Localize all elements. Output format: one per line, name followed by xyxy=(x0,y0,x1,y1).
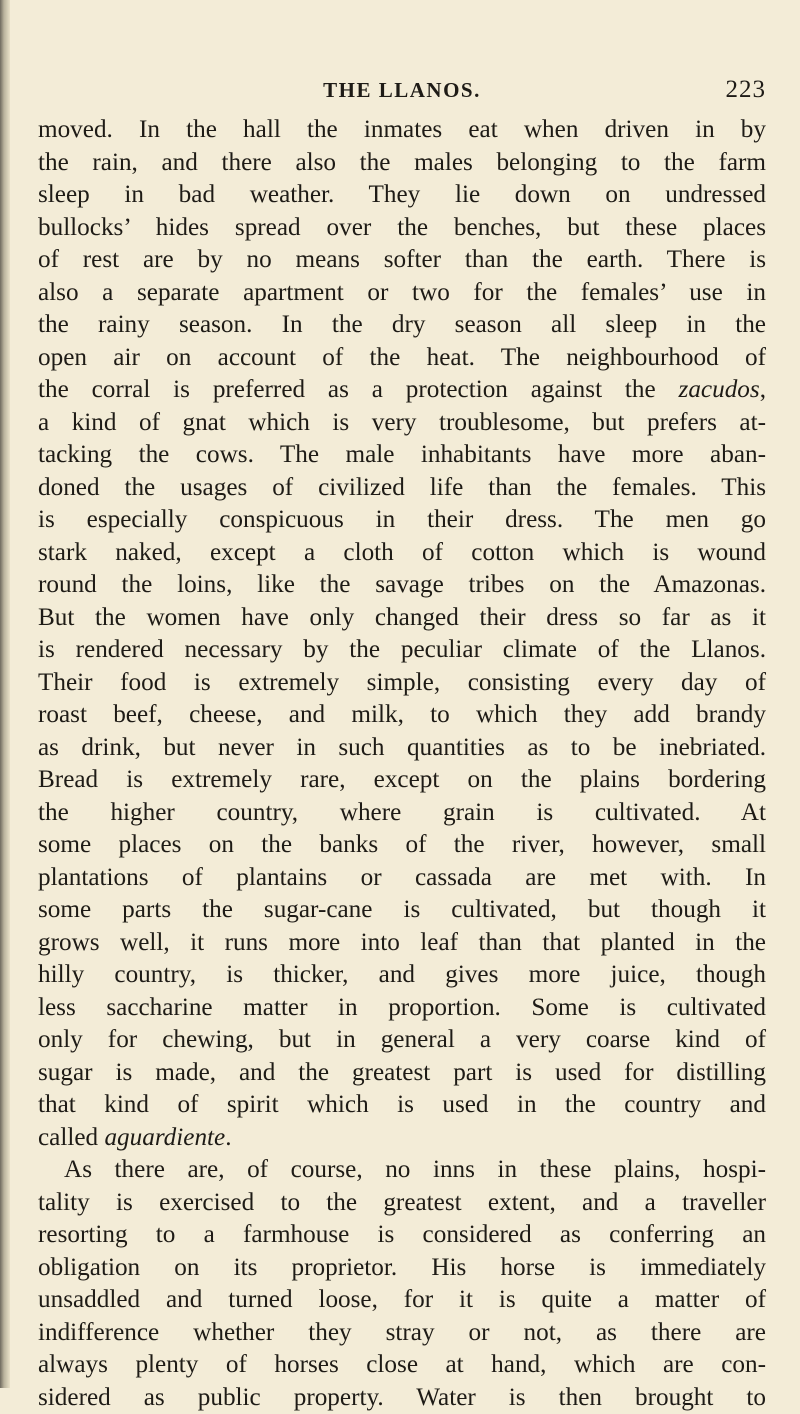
text-line: is rendered necessary by the peculiar climate of the Llanos. xyxy=(38,634,766,667)
text-line: of rest are by no means softer than the earth. There is xyxy=(38,244,766,277)
text-line: grows well, it runs more into leaf than that planted in the xyxy=(38,927,766,960)
paragraph-1 xyxy=(38,114,766,1154)
text-line: hilly country, is thicker, and gives more juice, though xyxy=(38,959,766,992)
paragraph-2 xyxy=(38,1154,766,1414)
text-line: sleep in bad weather. They lie down on undressed xyxy=(38,179,766,212)
text-line: doned the usages of civilized life than the females. This xyxy=(38,472,766,505)
text-line: As there are, of course, no inns in these plains, hospi- xyxy=(38,1154,766,1187)
page-gutter-shadow xyxy=(0,0,10,1388)
text-line: some places on the banks of the river, however, small xyxy=(38,829,766,862)
text-line: open air on account of the heat. The neighbourhood of xyxy=(38,342,766,375)
text-line-with-italic: the corral is preferred as a protection against the zacudos, xyxy=(38,374,766,407)
text-line: round the loins, like the savage tribes on the Amazonas. xyxy=(38,569,766,602)
text-line: moved. In the hall the inmates eat when driven in by xyxy=(38,114,766,147)
text-line: as drink, but never in such quantities as to be inebriated. xyxy=(38,732,766,765)
text-line: the higher country, where grain is cultivated. At xyxy=(38,797,766,830)
text-line: that kind of spirit which is used in the country and xyxy=(38,1089,766,1122)
text-line: plantations of plantains or cassada are met with. In xyxy=(38,862,766,895)
italic-term: aguardiente xyxy=(104,1124,225,1151)
text-line: the rainy season. In the dry season all sleep in the xyxy=(38,309,766,342)
text-line: only for chewing, but in general a very coarse kind of xyxy=(38,1024,766,1057)
text-line: stark naked, except a cloth of cotton which is wound xyxy=(38,537,766,570)
text-line: a kind of gnat which is very troublesome, but prefers at- xyxy=(38,407,766,440)
text-line: bullocks’ hides spread over the benches, but these places xyxy=(38,212,766,245)
text-line: resorting to a farmhouse is considered as conferring an xyxy=(38,1219,766,1252)
text-line: is especially conspicuous in their dress. The men go xyxy=(38,504,766,537)
text-line-with-italic: called aguardiente. xyxy=(38,1122,766,1155)
text-line: sidered as public property. Water is then brought to xyxy=(38,1382,766,1414)
running-head: THE LLANOS. xyxy=(38,78,766,103)
text-line: some parts the sugar-cane is cultivated, but though it xyxy=(38,894,766,927)
text-line: But the women have only changed their dress so far as it xyxy=(38,602,766,635)
italic-term: zacudos xyxy=(679,376,760,403)
page-number: 223 xyxy=(726,76,767,104)
text-line: tacking the cows. The male inhabitants have more aban- xyxy=(38,439,766,472)
text-line: the rain, and there also the males belonging to the farm xyxy=(38,147,766,180)
body-text xyxy=(38,114,766,1414)
text-line: obligation on its proprietor. His horse is immediately xyxy=(38,1252,766,1285)
text-line: Their food is extremely simple, consisting every day of xyxy=(38,667,766,700)
text-line: tality is exercised to the greatest extent, and a traveller xyxy=(38,1187,766,1220)
text-line: sugar is made, and the greatest part is used for distilling xyxy=(38,1057,766,1090)
text-line: unsaddled and turned loose, for it is quite a matter of xyxy=(38,1284,766,1317)
text-line: less saccharine matter in proportion. Some is cultivated xyxy=(38,992,766,1025)
book-page xyxy=(38,74,766,1414)
text-line: roast beef, cheese, and milk, to which they add brandy xyxy=(38,699,766,732)
text-line: also a separate apartment or two for the females’ use in xyxy=(38,277,766,310)
text-line: indifference whether they stray or not, as there are xyxy=(38,1317,766,1350)
text-line: Bread is extremely rare, except on the plains bordering xyxy=(38,764,766,797)
page-header xyxy=(38,74,766,114)
text-line: always plenty of horses close at hand, which are con- xyxy=(38,1349,766,1382)
